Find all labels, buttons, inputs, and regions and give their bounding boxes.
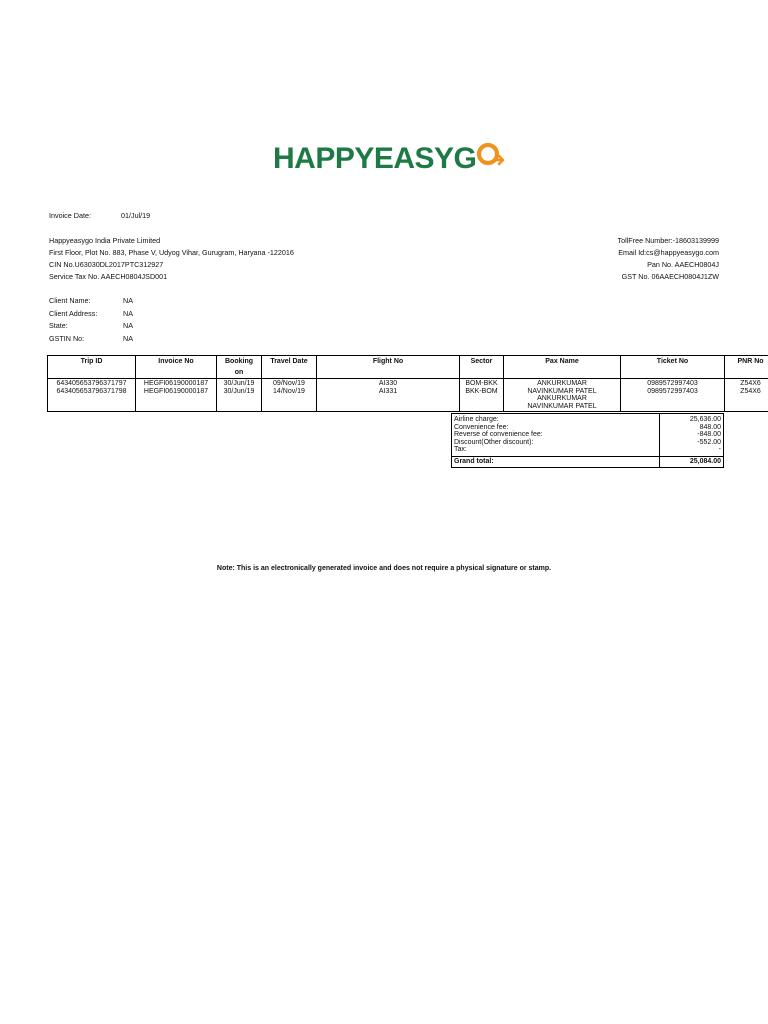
client-state-value: NA	[123, 321, 133, 330]
flight-no: AI331	[378, 387, 398, 395]
charge-row-tax	[452, 446, 724, 456]
cell-pnr-nos	[725, 379, 768, 412]
client-address-label: Client Address:	[49, 309, 98, 318]
discount-label: Discount(Other discount):	[452, 439, 660, 447]
travel-date: 14/Nov/19	[273, 387, 305, 395]
company-name: Happyeasygo India Private Limited	[49, 236, 161, 245]
charges-table	[451, 413, 724, 468]
company-gst: GST No. 06AAECH0804J1ZW	[621, 272, 719, 281]
invoice-date-value: 01/Jul/19	[121, 211, 151, 220]
invoice-no: HEGFI06190000187	[143, 387, 209, 395]
company-logo	[273, 141, 495, 175]
pax-name: ANKURKUMAR	[537, 380, 587, 387]
logo-text	[273, 140, 506, 176]
grand-total-label: Grand total:	[452, 456, 660, 468]
company-address: First Floor, Plot No. 883, Phase V, Udyog Vihar, Gurugram, Haryana -122016	[49, 248, 294, 257]
pax-name: NAVINKUMAR PATEL	[527, 402, 597, 410]
client-address-value: NA	[123, 309, 133, 318]
trip-id: 643405653796371797	[56, 380, 127, 387]
cell-ticket-nos	[621, 379, 725, 412]
airline-charge-label: Airline charge:	[452, 414, 660, 424]
footer-note: Note: This is an electronically generated invoice and does not require a physical signature or stamp.	[216, 565, 552, 572]
invoice-date-label: Invoice Date:	[49, 211, 91, 220]
trips-table	[47, 355, 768, 412]
travel-date: 09/Nov/19	[273, 380, 305, 387]
discount-value: -552.00	[660, 439, 724, 447]
cell-pax-names	[504, 379, 621, 412]
company-service-tax: Service Tax No. AAECH0804JSD001	[49, 272, 168, 281]
charge-row-airline	[452, 414, 724, 424]
client-name-value: NA	[123, 296, 133, 305]
cell-invoice-nos	[136, 379, 217, 412]
cell-travel-dates	[262, 379, 317, 412]
client-gstin-label: GSTIN No:	[49, 334, 85, 343]
logo-arrow-o-icon	[476, 140, 506, 168]
company-tollfree: TollFree Number:-18603139999	[617, 236, 719, 245]
ticket-no: 0989572997403	[647, 387, 698, 395]
col-header-flight-no: Flight No	[317, 356, 460, 379]
pax-name: ANKURKUMAR	[537, 395, 587, 402]
reverse-fee-value: -848.00	[660, 431, 724, 439]
table-row	[48, 379, 768, 412]
trips-header-row	[48, 356, 768, 379]
tax-label: Tax:	[452, 446, 660, 456]
col-header-booking-on: Booking on	[217, 356, 262, 379]
invoice-no: HEGFI06190000187	[143, 380, 209, 387]
col-header-invoice-no: Invoice No	[136, 356, 217, 379]
col-header-sector: Sector	[460, 356, 504, 379]
cell-sectors	[460, 379, 504, 412]
reverse-fee-label: Reverse of convenience fee:	[452, 431, 660, 439]
logo-text-main: HAPPYEASYG	[273, 142, 477, 175]
col-header-pax-name: Pax Name	[504, 356, 621, 379]
client-state-label: State:	[49, 321, 68, 330]
client-gstin-value: NA	[123, 334, 133, 343]
pnr-no: Z54X6	[740, 387, 761, 395]
sector: BKK-BOM	[465, 387, 498, 395]
col-header-trip-id: Trip ID	[48, 356, 136, 379]
cell-flight-nos	[317, 379, 460, 412]
flight-no: AI330	[378, 380, 398, 387]
cell-booking-on	[217, 379, 262, 412]
col-header-pnr-no: PNR No	[725, 356, 768, 379]
charge-row-discount	[452, 439, 724, 447]
grand-total-value: 25,084.00	[660, 456, 724, 468]
convenience-fee-label: Convenience fee:	[452, 424, 660, 432]
col-header-travel-date: Travel Date	[262, 356, 317, 379]
logo-go-mark	[476, 140, 506, 168]
company-email: Email Id:cs@happyeasygo.com	[618, 248, 719, 257]
tax-value: -	[660, 446, 724, 456]
cell-trip-ids	[48, 379, 136, 412]
trip-id: 643405653796371798	[56, 387, 127, 395]
company-pan: Pan No. AAECH0804J	[647, 260, 719, 269]
sector: BOM-BKK	[465, 380, 498, 387]
ticket-no: 0989572997403	[647, 380, 698, 387]
pax-name: NAVINKUMAR PATEL	[527, 387, 597, 395]
booking-date: 30/Jun/19	[223, 380, 255, 387]
booking-date: 30/Jun/19	[223, 387, 255, 395]
company-cin: CIN No.U63030DL2017PTC312927	[49, 260, 164, 269]
charge-row-total	[452, 456, 724, 468]
charge-row-convenience	[452, 424, 724, 432]
convenience-fee-value: 848.00	[660, 424, 724, 432]
pnr-no: Z54X6	[740, 380, 761, 387]
col-header-ticket-no: Ticket No	[621, 356, 725, 379]
charge-row-reverse	[452, 431, 724, 439]
client-name-label: Client Name:	[49, 296, 91, 305]
airline-charge-value: 25,636.00	[660, 414, 724, 424]
